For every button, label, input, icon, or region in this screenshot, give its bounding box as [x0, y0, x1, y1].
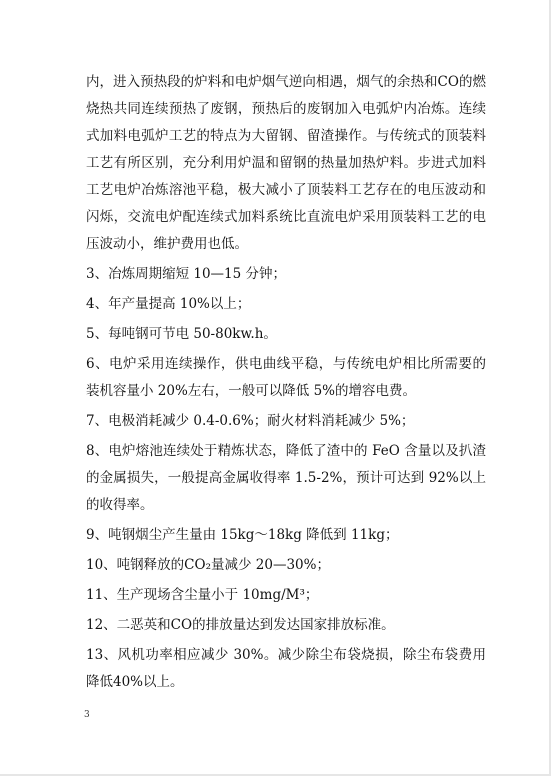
list-item-4: 4、年产量提高 10%以上； [86, 296, 251, 312]
list-item-10: 10、吨钢释放的CO₂量减少 20—30%； [86, 557, 330, 573]
list-item-5: 5、每吨钢可节电 50-80kw.h。 [86, 326, 277, 342]
list-item-13: 13、风机功率相应减少 30%。减少除尘布袋烧损，除尘布袋费用降低40%以上。 [86, 647, 486, 690]
list-item-9: 9、吨钢烟尘产生量由 15kg～18kg 降低到 11kg； [86, 527, 399, 543]
list-item-8: 8、电炉熔池连续处于精炼状态，降低了渣中的 FeO 含量以及扒渣的金属损失，一般提高金属收得率 1.5-2%，预计可达到 92%以上的收得率。 [86, 443, 486, 513]
list-item-12: 12、二恶英和CO的排放量达到发达国家排放标准。 [86, 617, 395, 633]
page-body [86, 69, 486, 699]
page-number: 3 [84, 710, 90, 720]
list-item-3: 3、冶炼周期缩短 10—15 分钟； [86, 266, 287, 282]
list-item-7: 7、电极消耗减少 0.4-0.6%；耐火材料消耗减少 5%； [86, 413, 415, 429]
list-item-6: 6、电炉采用连续操作，供电曲线平稳，与传统电炉相比所需要的装机容量小 20%左右，一般可以降低 5%的增容电费。 [86, 356, 486, 399]
body-paragraph: 内，进入预热段的炉料和电炉烟气逆向相遇，烟气的余热和CO的燃烧热共同连续预热了废钢，预热后的废钢加入电弧炉内冶炼。连续式加料电弧炉工艺的特点为大留钢、留渣操作。与传统式的顶装料工艺有所区别，充分利用炉温和留钢的热量加热炉料。步进式加料工艺电炉冶炼溶池平稳，极大减小了顶装料工艺存在的电压波动和闪烁，交流电炉配连续式加料系统比直流电炉采用顶装料工艺的电压波动小，维护费用也低。 [86, 74, 486, 252]
list-item-11: 11、生产现场含尘量小于 10mg/M³； [86, 587, 319, 603]
